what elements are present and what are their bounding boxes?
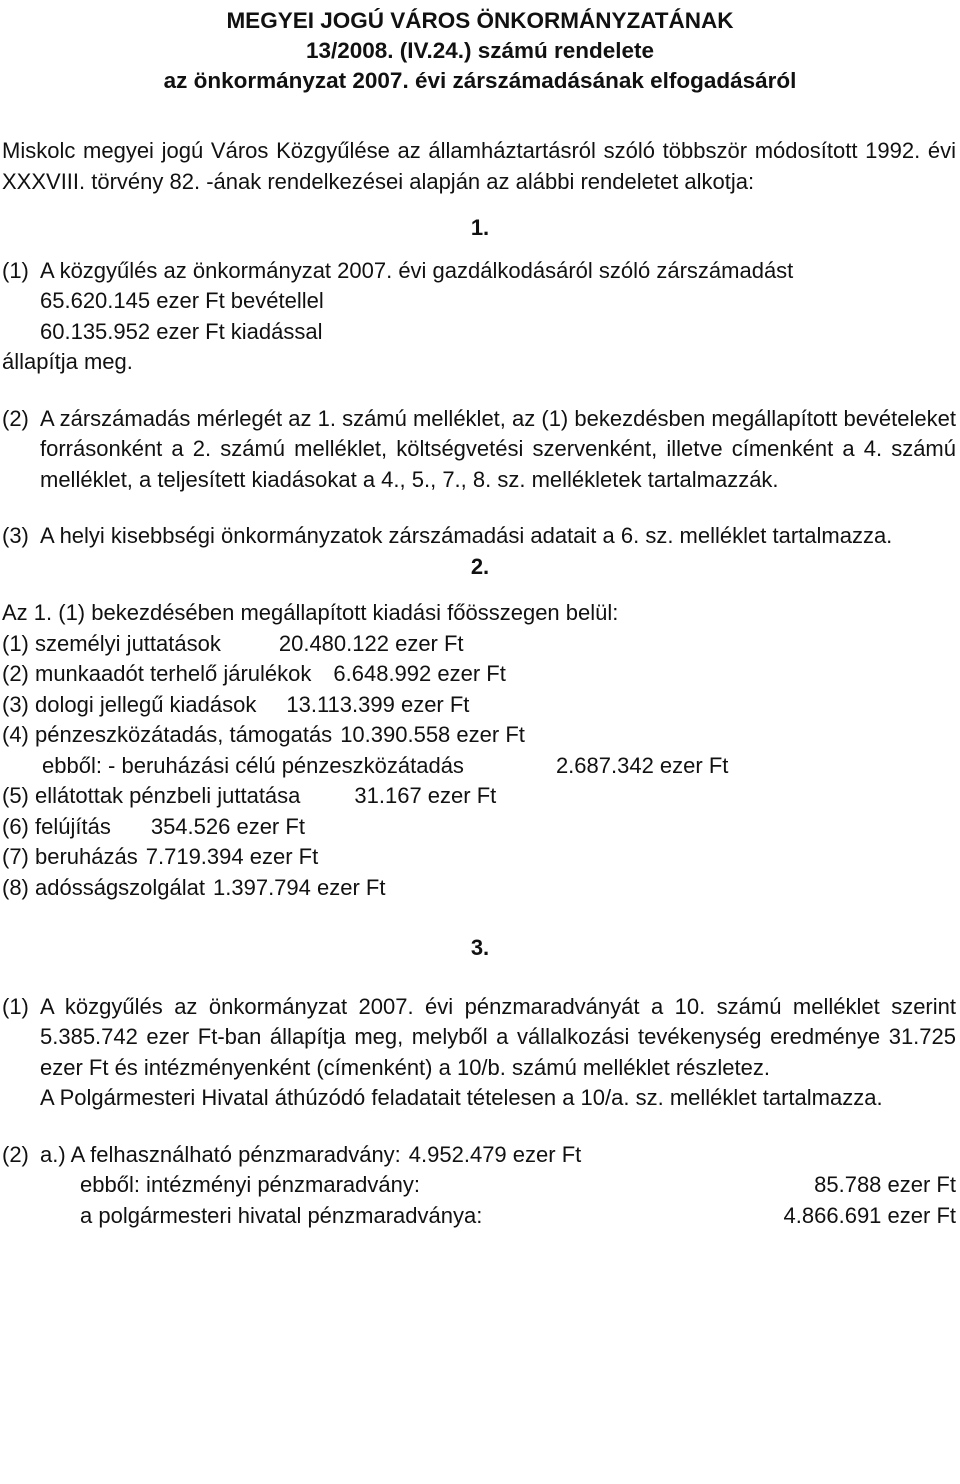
section-3-paragraph-1 xyxy=(2,992,956,1114)
preamble: Miskolc megyei jogú Város Közgyűlése az államháztartásról szóló többször módosított 1992. évi XXXVIII. törvény 82. -ának rendelkezései alapján az alábbi rendeletet alkotja: xyxy=(2,138,956,194)
paragraph-text-continued: A Polgármesteri Hivatal áthúzódó feladatait tételesen a 10/a. sz. melléklet tartalmazza. xyxy=(40,1085,883,1110)
section-1-paragraph-3 xyxy=(2,521,956,552)
expense-item: (4) pénzeszközátadás, támogatás 10.390.558 ezer Ft xyxy=(2,722,525,747)
expense-item: (1) személyi juttatások 20.480.122 ezer Ft xyxy=(2,630,464,656)
expense-item: (7) beruházás 7.719.394 ezer Ft xyxy=(2,844,319,869)
paragraph-number: (1) xyxy=(2,993,29,1019)
paragraph-text: A zárszámadás mérlegét az 1. számú melléklet, az (1) bekezdésben megállapított bevételeket forrásonként a 2. számú melléklet, költségvetési szervenként, illetve címenként a 4. számú melléklet, a teljesített kiadásokat a 4., 5., 7., 8. sz. mellékletek tartalmazzák. xyxy=(40,405,956,492)
expense-item: (8) adósságszolgálat 1.397.794 ezer Ft xyxy=(2,874,386,900)
section-1-paragraph-2 xyxy=(2,404,956,496)
expense-item: (3) dologi jellegű kiadások 13.113.399 ezer Ft xyxy=(2,691,470,717)
section-3-paragraph-2 xyxy=(2,1140,956,1232)
remainder-sub-2: a polgármesteri hivatal pénzmaradványa: 4.866.691 ezer Ft xyxy=(80,1202,956,1228)
paragraph-number: (1) xyxy=(2,257,29,283)
remainder-total: a.) A felhasználható pénzmaradvány: 4.952.479 ezer Ft xyxy=(40,1141,582,1167)
section-1-heading: 1. xyxy=(470,215,490,240)
paragraph-text: A helyi kisebbségi önkormányzatok zárszámadási adatait a 6. sz. melléklet tartalmazza. xyxy=(40,523,893,548)
revenue-line: 65.620.145 ezer Ft bevétellel xyxy=(40,288,324,313)
section-2-intro: Az 1. (1) bekezdésében megállapított kiadási főösszegen belül: xyxy=(2,600,619,625)
section-2-heading: 2. xyxy=(470,553,490,579)
expense-item: (5) ellátottak pénzbeli juttatása 31.167 ezer Ft xyxy=(2,783,497,808)
expense-sub-item: ebből: - beruházási célú pénzeszközátadás 2.687.342 ezer Ft xyxy=(42,752,729,778)
paragraph-text: A közgyűlés az önkormányzat 2007. évi gazdálkodásáról szóló zárszámadást xyxy=(40,257,794,283)
section-1 xyxy=(2,256,956,552)
section-1-paragraph-1 xyxy=(2,256,956,348)
expense-line: 60.135.952 ezer Ft kiadással xyxy=(40,318,323,344)
expense-item: (6) felújítás 354.526 ezer Ft xyxy=(2,813,305,839)
expense-item: (2) munkaadót terhelő járulékok 6.648.992 ezer Ft xyxy=(2,661,506,686)
paragraph-number: (3) xyxy=(2,523,29,548)
title-line-2: 13/2008. (IV.24.) számú rendelete xyxy=(305,38,655,63)
section-2 xyxy=(2,598,956,903)
paragraph-number: (2) xyxy=(2,1141,29,1167)
paragraph-text: A közgyűlés az önkormányzat 2007. évi pénzmaradványát a 10. számú melléklet szerint 5.385.742 ezer Ft-ban állapítja meg, melyből a vállalkozási tevékenység eredménye 31.725 ezer Ft és intézményenként (címenként) a 10/b. számú melléklet részletez. xyxy=(40,993,956,1080)
paragraph-number: (2) xyxy=(2,405,29,431)
remainder-sub-1: ebből: intézményi pénzmaradvány: 85.788 ezer Ft xyxy=(80,1172,956,1197)
section-3-heading: 3. xyxy=(470,935,490,960)
document-title xyxy=(0,6,960,96)
paragraph-end: állapítja meg. xyxy=(2,349,133,374)
title-line-3: az önkormányzat 2007. évi zárszámadásának elfogadásáról xyxy=(163,68,797,93)
section-3 xyxy=(2,992,956,1232)
title-line-1: MEGYEI JOGÚ VÁROS ÖNKORMÁNYZATÁNAK xyxy=(226,8,734,33)
